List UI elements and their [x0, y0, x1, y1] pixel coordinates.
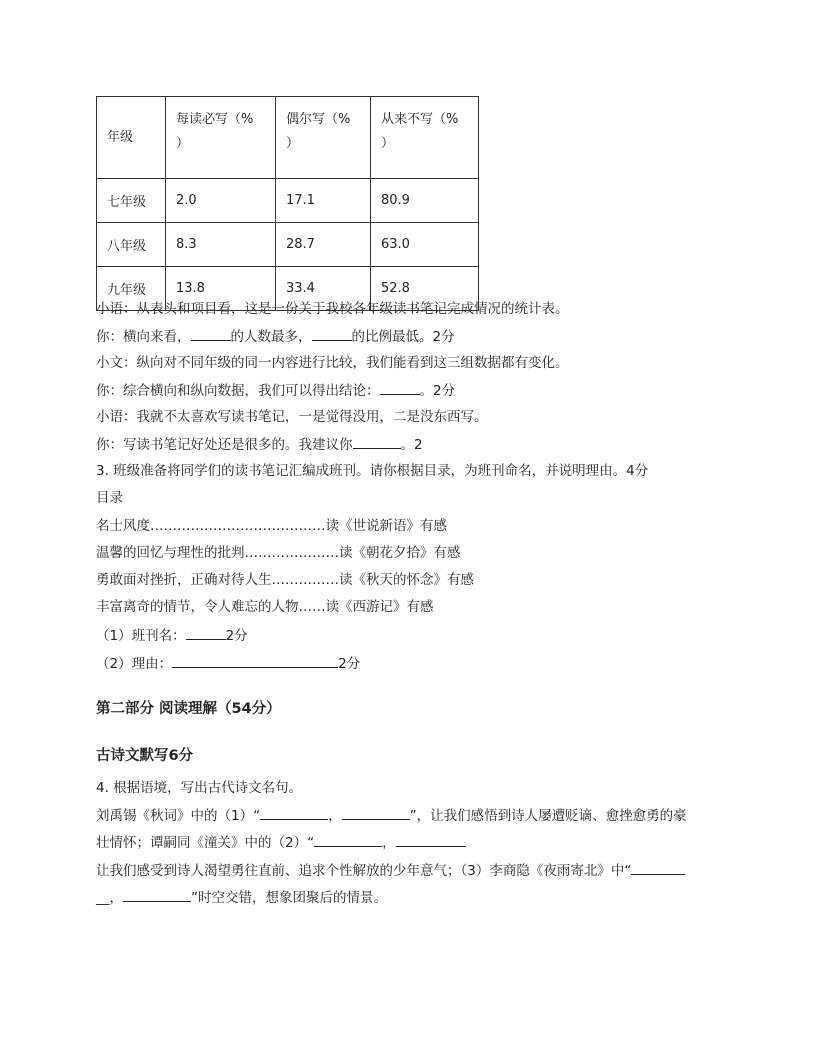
answer-blank[interactable]: [312, 326, 352, 341]
answer-line-1: [96, 625, 248, 646]
poem-blank[interactable]: [260, 805, 328, 820]
poem-text: 壮情怀；谭嗣同《潼关》中的（2）“: [96, 835, 315, 851]
poem-text: 刘禹锡《秋词》中的（1）“: [96, 808, 261, 824]
poem-line-1: [96, 805, 687, 826]
answer-blank[interactable]: [353, 434, 401, 449]
reading-notes-table: [96, 96, 479, 311]
table-row: [97, 223, 479, 267]
poem-text: ，: [328, 808, 342, 824]
poem-line-4: [96, 887, 387, 908]
poem-blank[interactable]: [396, 832, 466, 847]
answer-blank[interactable]: [380, 380, 420, 395]
question-4-prompt: 4. 根据语境，写出古代诗文名句。: [96, 780, 303, 796]
toc-title: 目录: [96, 490, 123, 506]
dialogue-text: 你：写读书笔记好处还是很多的。我建议你: [96, 437, 353, 453]
poem-text: __，: [96, 890, 123, 906]
dialogue-text: 你：横向来看，: [96, 329, 191, 345]
poem-line-2: [96, 832, 466, 853]
table-cell: 63.0: [371, 223, 479, 267]
answer-blank[interactable]: [191, 326, 231, 341]
dialogue-text: 的人数最多，: [230, 329, 312, 345]
dialogue-line-4: [96, 380, 455, 401]
reason-blank[interactable]: [172, 653, 338, 668]
poem-text: ”时空交错，想象团聚后的情景。: [191, 890, 387, 906]
question-3-prompt: 3. 班级准备将同学们的读书笔记汇编成班刊。请你根据目录，为班刊命名，并说明理由。4分: [96, 463, 649, 479]
table-cell: 8.3: [166, 223, 276, 267]
table-cell: 2.0: [166, 179, 276, 223]
header-cell-sometimes: 偶尔写（% ）: [276, 97, 371, 179]
dialogue-text: 。2: [400, 437, 423, 453]
table-cell: 33.4: [276, 267, 371, 311]
header-cell-never: 从来不写（% ）: [371, 97, 479, 179]
answer-label: （1）班刊名：: [96, 628, 186, 644]
table-cell: 七年级: [97, 179, 166, 223]
toc-item: 名士风度…………………………………读《世说新语》有感: [96, 518, 447, 534]
dialogue-line-6: [96, 434, 423, 455]
toc-item: 温馨的回忆与理性的批判…………………读《朝花夕拾》有感: [96, 545, 461, 561]
poem-text: ”，让我们感悟到诗人屡遭贬谪、愈挫愈勇的豪: [409, 808, 687, 824]
answer-line-2: [96, 653, 360, 674]
score-text: 2分: [338, 656, 361, 672]
journal-name-blank[interactable]: [186, 625, 226, 640]
table-row: [97, 179, 479, 223]
table-cell: 九年级: [97, 267, 166, 311]
poem-blank[interactable]: [342, 805, 410, 820]
dialogue-line-5: 小语：我就不太喜欢写读书笔记，一是觉得没用，二是没东西写。: [96, 409, 488, 425]
dialogue-line-1: 小语：从表头和项目看，这是一份关于我校各年级读书笔记完成情况的统计表。: [96, 301, 569, 317]
dialogue-line-3: 小文：纵向对不同年级的同一内容进行比较，我们能看到这三组数据都有变化。: [96, 355, 569, 371]
dialogue-text: 。2分: [419, 383, 456, 399]
poem-text: ，: [382, 835, 396, 851]
poem-blank[interactable]: [314, 832, 382, 847]
header-cell-grade: 年级: [97, 97, 166, 179]
table-cell: 17.1: [276, 179, 371, 223]
answer-label: （2）理由：: [96, 656, 173, 672]
table-header-row: [97, 97, 479, 179]
table-cell: 八年级: [97, 223, 166, 267]
dialogue-line-2: [96, 326, 455, 347]
table-cell: 28.7: [276, 223, 371, 267]
poem-line-3: [96, 860, 685, 881]
dialogue-text: 的比例最低。2分: [351, 329, 455, 345]
score-text: 2分: [225, 628, 248, 644]
poem-blank[interactable]: [631, 860, 685, 875]
poem-blank[interactable]: [123, 887, 191, 902]
table-cell: 52.8: [371, 267, 479, 311]
toc-item: 丰富离奇的情节，令人难忘的人物……读《西游记》有感: [96, 599, 434, 615]
table-cell: 13.8: [166, 267, 276, 311]
section-title: 古诗文默写6分: [96, 748, 194, 764]
table-cell: 80.9: [371, 179, 479, 223]
toc-item: 勇敢面对挫折，正确对待人生……………读《秋天的怀念》有感: [96, 572, 474, 588]
header-cell-always: 每读必写（% ）: [166, 97, 276, 179]
dialogue-text: 你：综合横向和纵向数据，我们可以得出结论：: [96, 383, 380, 399]
poem-text: 让我们感受到诗人渴望勇往直前、追求个性解放的少年意气；（3）李商隐《夜雨寄北》中“: [96, 863, 632, 879]
part-two-title: 第二部分 阅读理解（54分）: [96, 701, 281, 717]
